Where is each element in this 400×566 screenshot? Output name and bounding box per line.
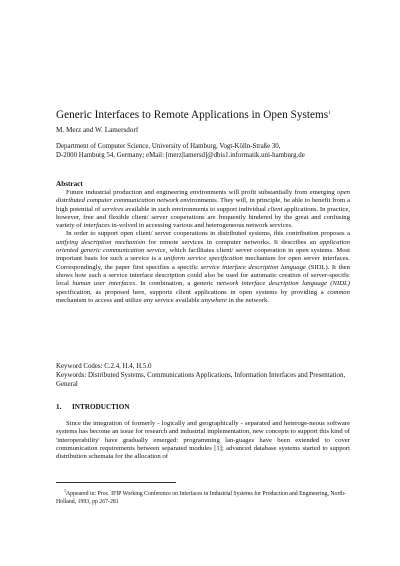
affiliation-line-1: Department of Computer Science, University of Hamburg, Vogt-Kölln-Straße 30, [56,143,281,150]
section-number: 1. [56,403,62,411]
text-run: in-volved in accessing various and heterogeneous network services. [109,222,293,230]
abstract-heading: Abstract [56,180,83,188]
text-run: Future industrial production and engineering environments will profit substantially from emerging [66,189,337,196]
italic-phrase: open distributed computer communication network [56,189,350,205]
paper-title [56,107,356,122]
keywords-list: Keywords: Distributed Systems, Communications Applications, Information Interfaces and Presentation, General [56,371,346,388]
abstract-paragraph-2 [56,230,350,305]
italic-phrase: interfaces [83,222,110,230]
italic-phrase: application oriented generic communication service [56,238,350,255]
text-run: specification, as proposed here, supports client applications in open systems by providing a [56,288,328,296]
abstract-paragraph-1 [56,189,350,230]
text-run: (SIDL). It then shows how such a service interface description could also be used for automatic creation of server-specific local [56,263,350,288]
italic-phrase: client [267,205,283,213]
italic-phrase: anywhere [201,296,227,304]
text-run: . In combination, a generic [135,280,217,288]
italic-phrase: uniform service specification [163,255,243,263]
italic-phrase: network interface description language (NIDL) [216,280,350,288]
section-title: INTRODUCTION [72,403,130,411]
footnote [56,487,350,506]
keywords-block [56,363,356,389]
introduction-paragraph: Since the integration of formerly - logically and geographically - separated and heteroge-neous software systems has become an issue for research and industrial implementation, new concepts to support this kind of 'interoperability' have gradually emerged: programming lan-guages have been extended to cover communication requirements between separated modules [1]; advanced database systems started to support distribution schemata for the allocation of [56,420,350,461]
introduction-body [56,420,350,461]
authors: M. Merz and W. Lamersdorf [56,126,139,134]
text-run: environments. They will, in principle, be able to benefit from a high potential of [56,197,350,213]
italic-phrase: common [327,288,350,296]
footnote-divider [56,482,176,483]
italic-phrase: any [143,296,154,304]
italic-phrase: services [102,205,124,213]
italic-phrase: service interface description language [200,263,306,271]
abstract-body [56,189,350,305]
section-heading [56,403,130,412]
affiliation-line-2: D-2000 Hamburg 54, Germany; eMail: [merz|lamersd]@dbis1.informatik.uni-hamburg.de [56,152,305,160]
footnote-text: Appeared in: Proc. IFIP Working Conference on Interfaces in Industrial Systems for Production and Engineering, North-Holland, 1993, pp 267-281 [56,491,346,505]
affiliation [56,142,356,160]
italic-phrase: unifying description mechanism [56,238,146,246]
paper-title-text: Generic Interfaces to Remote Applications in Open Systems [56,109,329,121]
text-run: applications. In practice, however, free and flexible client/ server cooperations are frequently hindered by the great and confusing variety of [56,205,350,230]
text-run: available in such environments to support individual [123,205,268,213]
text-run: in the network. [226,296,269,304]
footnote-mark: 1 [64,488,66,493]
text-run: mechanism for open server interfaces. Correspondingly, the paper first specifies a specific [56,255,350,271]
text-run: mechanism to access and utilize [56,296,144,304]
italic-phrase: human user interfaces [72,280,136,288]
text-run: service available [153,296,202,304]
text-run: In order to support open client/ server cooperations in distributed systems, this contribution proposes a [66,230,350,238]
keyword-codes: Keyword Codes: C.2.4, H.4, H.5.0 [56,363,152,370]
text-run: , which facilitates client/ server cooperation in open systems. Most important basis for such a service is a [56,247,350,263]
text-run: for remote services in computer networks. It describes an [145,238,320,246]
title-footnote-mark: 1 [328,111,331,116]
